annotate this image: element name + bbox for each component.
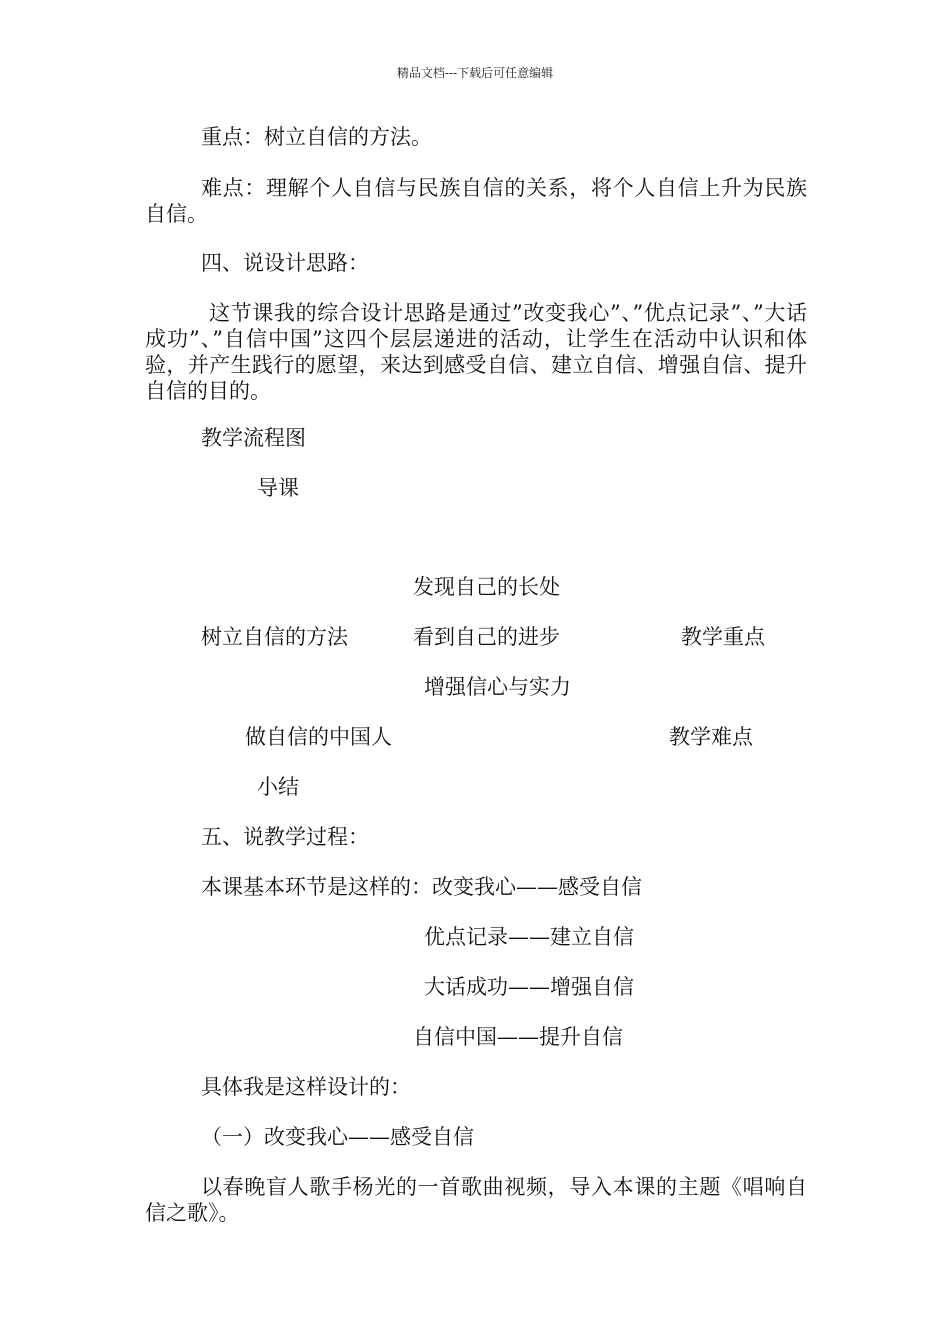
flowchart-item-strengths: 发现自己的长处 xyxy=(413,575,560,599)
process-step-1: 本课基本环节是这样的：改变我心——感受自信 xyxy=(201,875,642,899)
flowchart-method: 树立自信的方法 xyxy=(201,625,348,649)
key-difficulty-paragraph: 难点：理解个人自信与民族自信的关系，将个人自信上升为民族自信。 xyxy=(145,176,807,226)
design-paragraph: 这节课我的综合设计思路是通过”改变我心”、”优点记录”、”大话成功”、”自信中国”这四个层层递进的活动，让学生在活动中认识和体验，并产生践行的愿望，来达到感受自信、建立自信、增强自信、提升自信的目的。 xyxy=(145,301,807,403)
sub-heading: （一）改变我心——感受自信 xyxy=(201,1125,474,1149)
sub-paragraph: 以春晚盲人歌手杨光的一首歌曲视频，导入本课的主题《唱响自信之歌》。 xyxy=(145,1175,807,1225)
key-focus-line: 重点：树立自信的方法。 xyxy=(201,125,432,149)
detail-intro: 具体我是这样设计的： xyxy=(201,1075,411,1099)
process-step-3: 大话成功——增强自信 xyxy=(424,975,634,999)
design-heading: 四、说设计思路： xyxy=(201,251,369,275)
flowchart-chinese: 做自信的中国人 xyxy=(245,725,392,749)
flowchart-summary: 小结 xyxy=(257,775,299,799)
flowchart-item-confidence: 增强信心与实力 xyxy=(424,675,571,699)
flowchart-item-progress: 看到自己的进步 xyxy=(413,625,560,649)
flowchart-focus-label: 教学重点 xyxy=(681,625,765,649)
flowchart-title: 教学流程图 xyxy=(201,426,306,450)
flowchart-difficulty-label: 教学难点 xyxy=(669,725,753,749)
process-heading: 五、说教学过程： xyxy=(201,825,369,849)
page-header: 精品文档---下载后可任意编辑 xyxy=(396,66,554,80)
flowchart-intro: 导课 xyxy=(257,476,299,500)
process-step-4: 自信中国——提升自信 xyxy=(413,1025,623,1049)
process-step-2: 优点记录——建立自信 xyxy=(424,925,634,949)
